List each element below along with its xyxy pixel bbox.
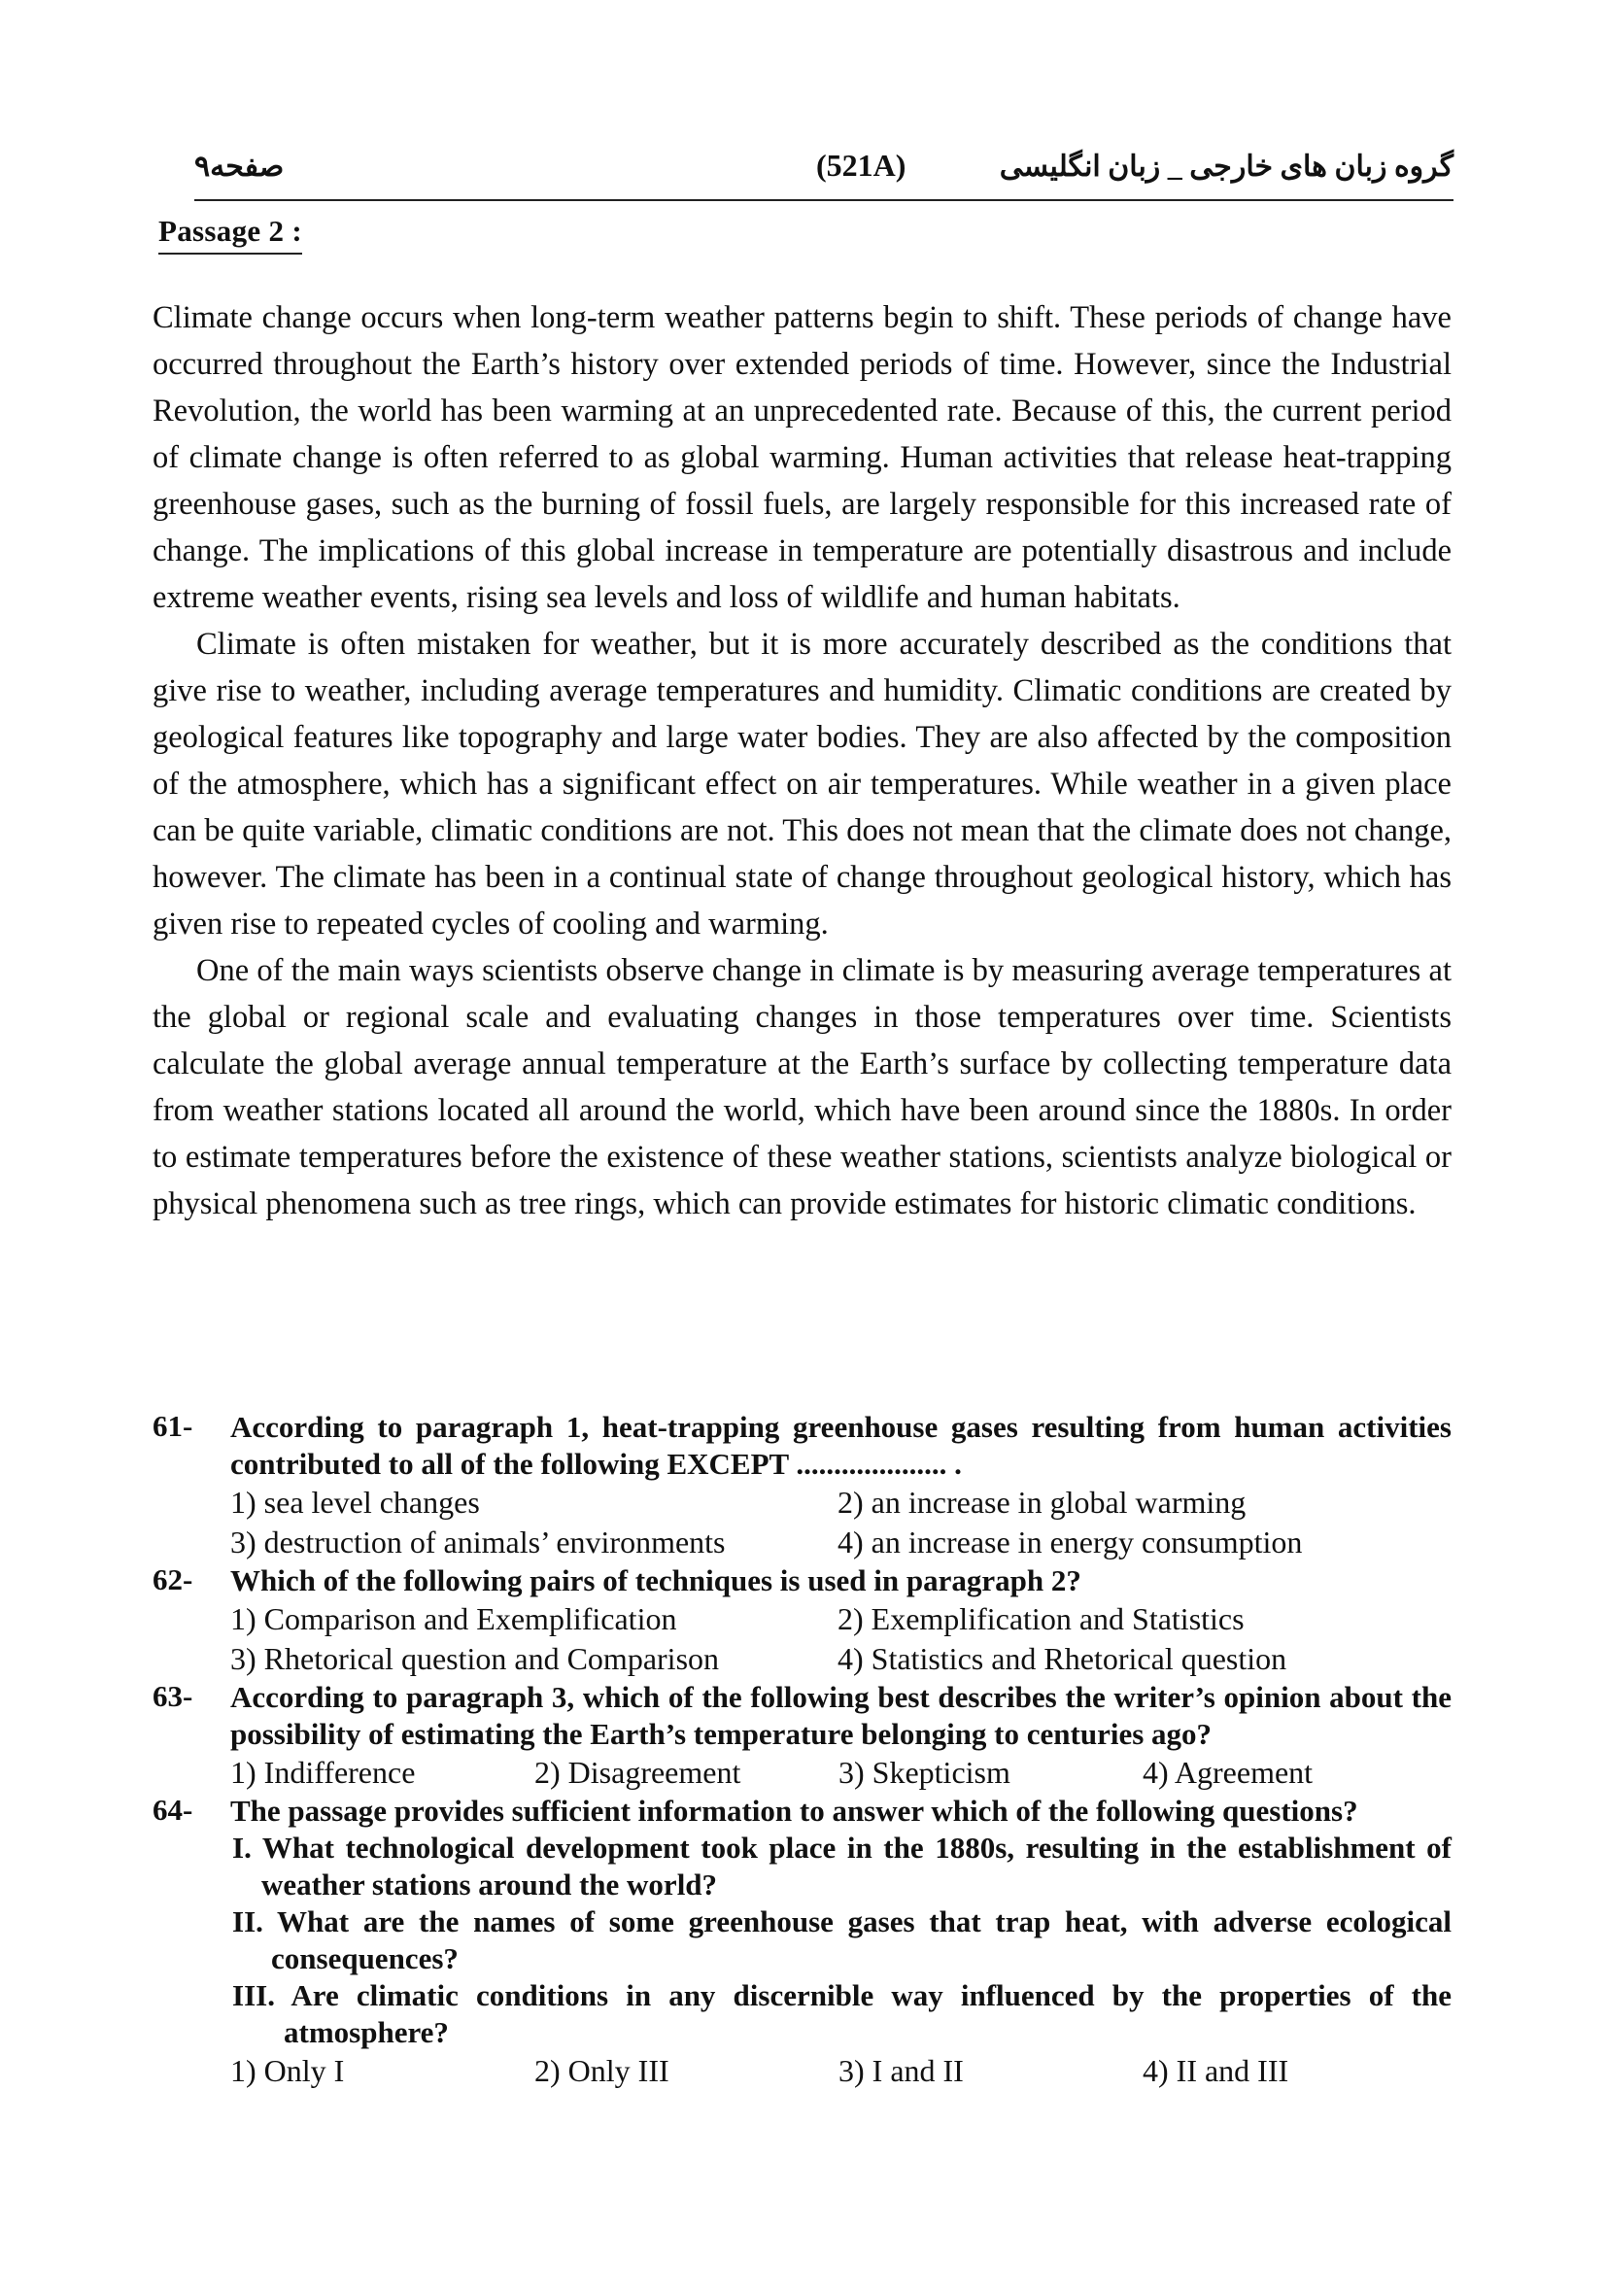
page-number: صفحه۹ xyxy=(194,151,285,183)
answer-option[interactable]: 3) Rhetorical question and Comparison xyxy=(230,1641,720,1676)
header-divider xyxy=(194,199,1453,201)
question-number: 61- xyxy=(153,1409,193,1443)
statement-iii: III. Are climatic conditions in any discernible way influenced by the properties of the atmosphere? xyxy=(232,1978,1452,2049)
passage-paragraph-2: Climate is often mistaken for weather, but it is more accurately described as the conditions that give rise to weather, including average temperatures and humidity. Climatic conditions are created by geological features like topography and large water bodies. They are also affected by the composition of the atmosphere, which has a significant effect on air temperatures. While weather in a given place can be quite variable, climatic conditions are not. This does not mean that the climate does not change, however. The climate has been in a continual state of change throughout geological history, which has given rise to repeated cycles of cooling and warming. xyxy=(153,627,1452,942)
answer-option[interactable]: 2) Disagreement xyxy=(534,1755,741,1790)
question-stem: The passage provides sufficient information to answer which of the following questions? xyxy=(230,1794,1358,1828)
question-stem: According to paragraph 1, heat-trapping greenhouse gases resulting from human activities contributed to all of the following EXCEPT .................... . xyxy=(230,1410,1452,1481)
question-stem: Which of the following pairs of techniques is used in paragraph 2? xyxy=(230,1563,1081,1597)
answer-option[interactable]: 1) sea level changes xyxy=(230,1485,480,1520)
passage-paragraph-3: One of the main ways scientists observe change in climate is by measuring average temperatures at the global or regional scale and evaluating changes in those temperatures over time. Scientists calculate the global average annual temperature at the Earth’s surface by collecting temperature data from weather stations located all around the world, which have been around since the 1880s. In order to estimate temperatures before the existence of these weather stations, scientists analyze biological or physical phenomena such as tree rings, which can provide estimates for historic climatic conditions. xyxy=(153,953,1452,1221)
statement-i: I. What technological development took place in the 1880s, resulting in the establishment of weather stations around the world? xyxy=(232,1831,1452,1902)
answer-option[interactable]: 4) an increase in energy consumption xyxy=(838,1525,1303,1559)
page-header xyxy=(194,144,1453,187)
answer-option[interactable]: 3) Skepticism xyxy=(838,1755,1010,1790)
passage-label: Passage 2 : xyxy=(158,214,302,255)
question-63 xyxy=(153,1679,1452,1793)
answer-options xyxy=(230,1599,1452,1679)
answer-options xyxy=(230,2051,1452,2091)
answer-option[interactable]: 1) Indifference xyxy=(230,1755,416,1790)
answer-option[interactable]: 4) Statistics and Rhetorical question xyxy=(838,1641,1287,1676)
answer-option[interactable]: 1) Comparison and Exemplification xyxy=(230,1601,677,1636)
answer-option[interactable]: 2) Only III xyxy=(534,2053,669,2088)
question-stem: According to paragraph 3, which of the following best describes the writer’s opinion about the possibility of estimating the Earth’s temperature belonging to centuries ago? xyxy=(230,1680,1452,1751)
answer-option[interactable]: 4) Agreement xyxy=(1143,1755,1314,1790)
question-list xyxy=(153,1409,1452,2091)
question-61 xyxy=(153,1409,1452,1562)
answer-option[interactable]: 2) Exemplification and Statistics xyxy=(838,1601,1245,1636)
passage-paragraph-1: Climate change occurs when long-term weather patterns begin to shift. These periods of change have occurred throughout the Earth’s history over extended periods of time. However, since the Industrial Revolution, the world has been warming at an unprecedented rate. Because of this, the current period of climate change is often referred to as global warming. Human activities that release heat-trapping greenhouse gases, such as the burning of fossil fuels, are largely responsible for this increased rate of change. The implications of this global increase in temperature are potentially disastrous and include extreme weather events, rising sea levels and loss of wildlife and human habitats. xyxy=(153,300,1452,615)
statement-ii: II. What are the names of some greenhouse gases that trap heat, with adverse ecological consequences? xyxy=(232,1904,1452,1975)
exam-group-title: گروه زبان های خارجی _ زبان انگلیسی xyxy=(999,151,1453,183)
answer-option[interactable]: 2) an increase in global warming xyxy=(838,1485,1247,1520)
answer-option[interactable]: 4) II and III xyxy=(1143,2053,1289,2088)
exam-code: (521A) xyxy=(816,148,906,183)
question-62 xyxy=(153,1562,1452,1679)
answer-options xyxy=(230,1753,1452,1793)
question-number: 64- xyxy=(153,1793,193,1827)
answer-options xyxy=(230,1483,1452,1562)
passage-body xyxy=(153,294,1452,1227)
question-number: 63- xyxy=(153,1679,193,1713)
answer-option[interactable]: 1) Only I xyxy=(230,2053,345,2088)
answer-option[interactable]: 3) I and II xyxy=(838,2053,964,2088)
question-number: 62- xyxy=(153,1562,193,1596)
answer-option[interactable]: 3) destruction of animals’ environments xyxy=(230,1525,726,1559)
question-64 xyxy=(153,1793,1452,2091)
